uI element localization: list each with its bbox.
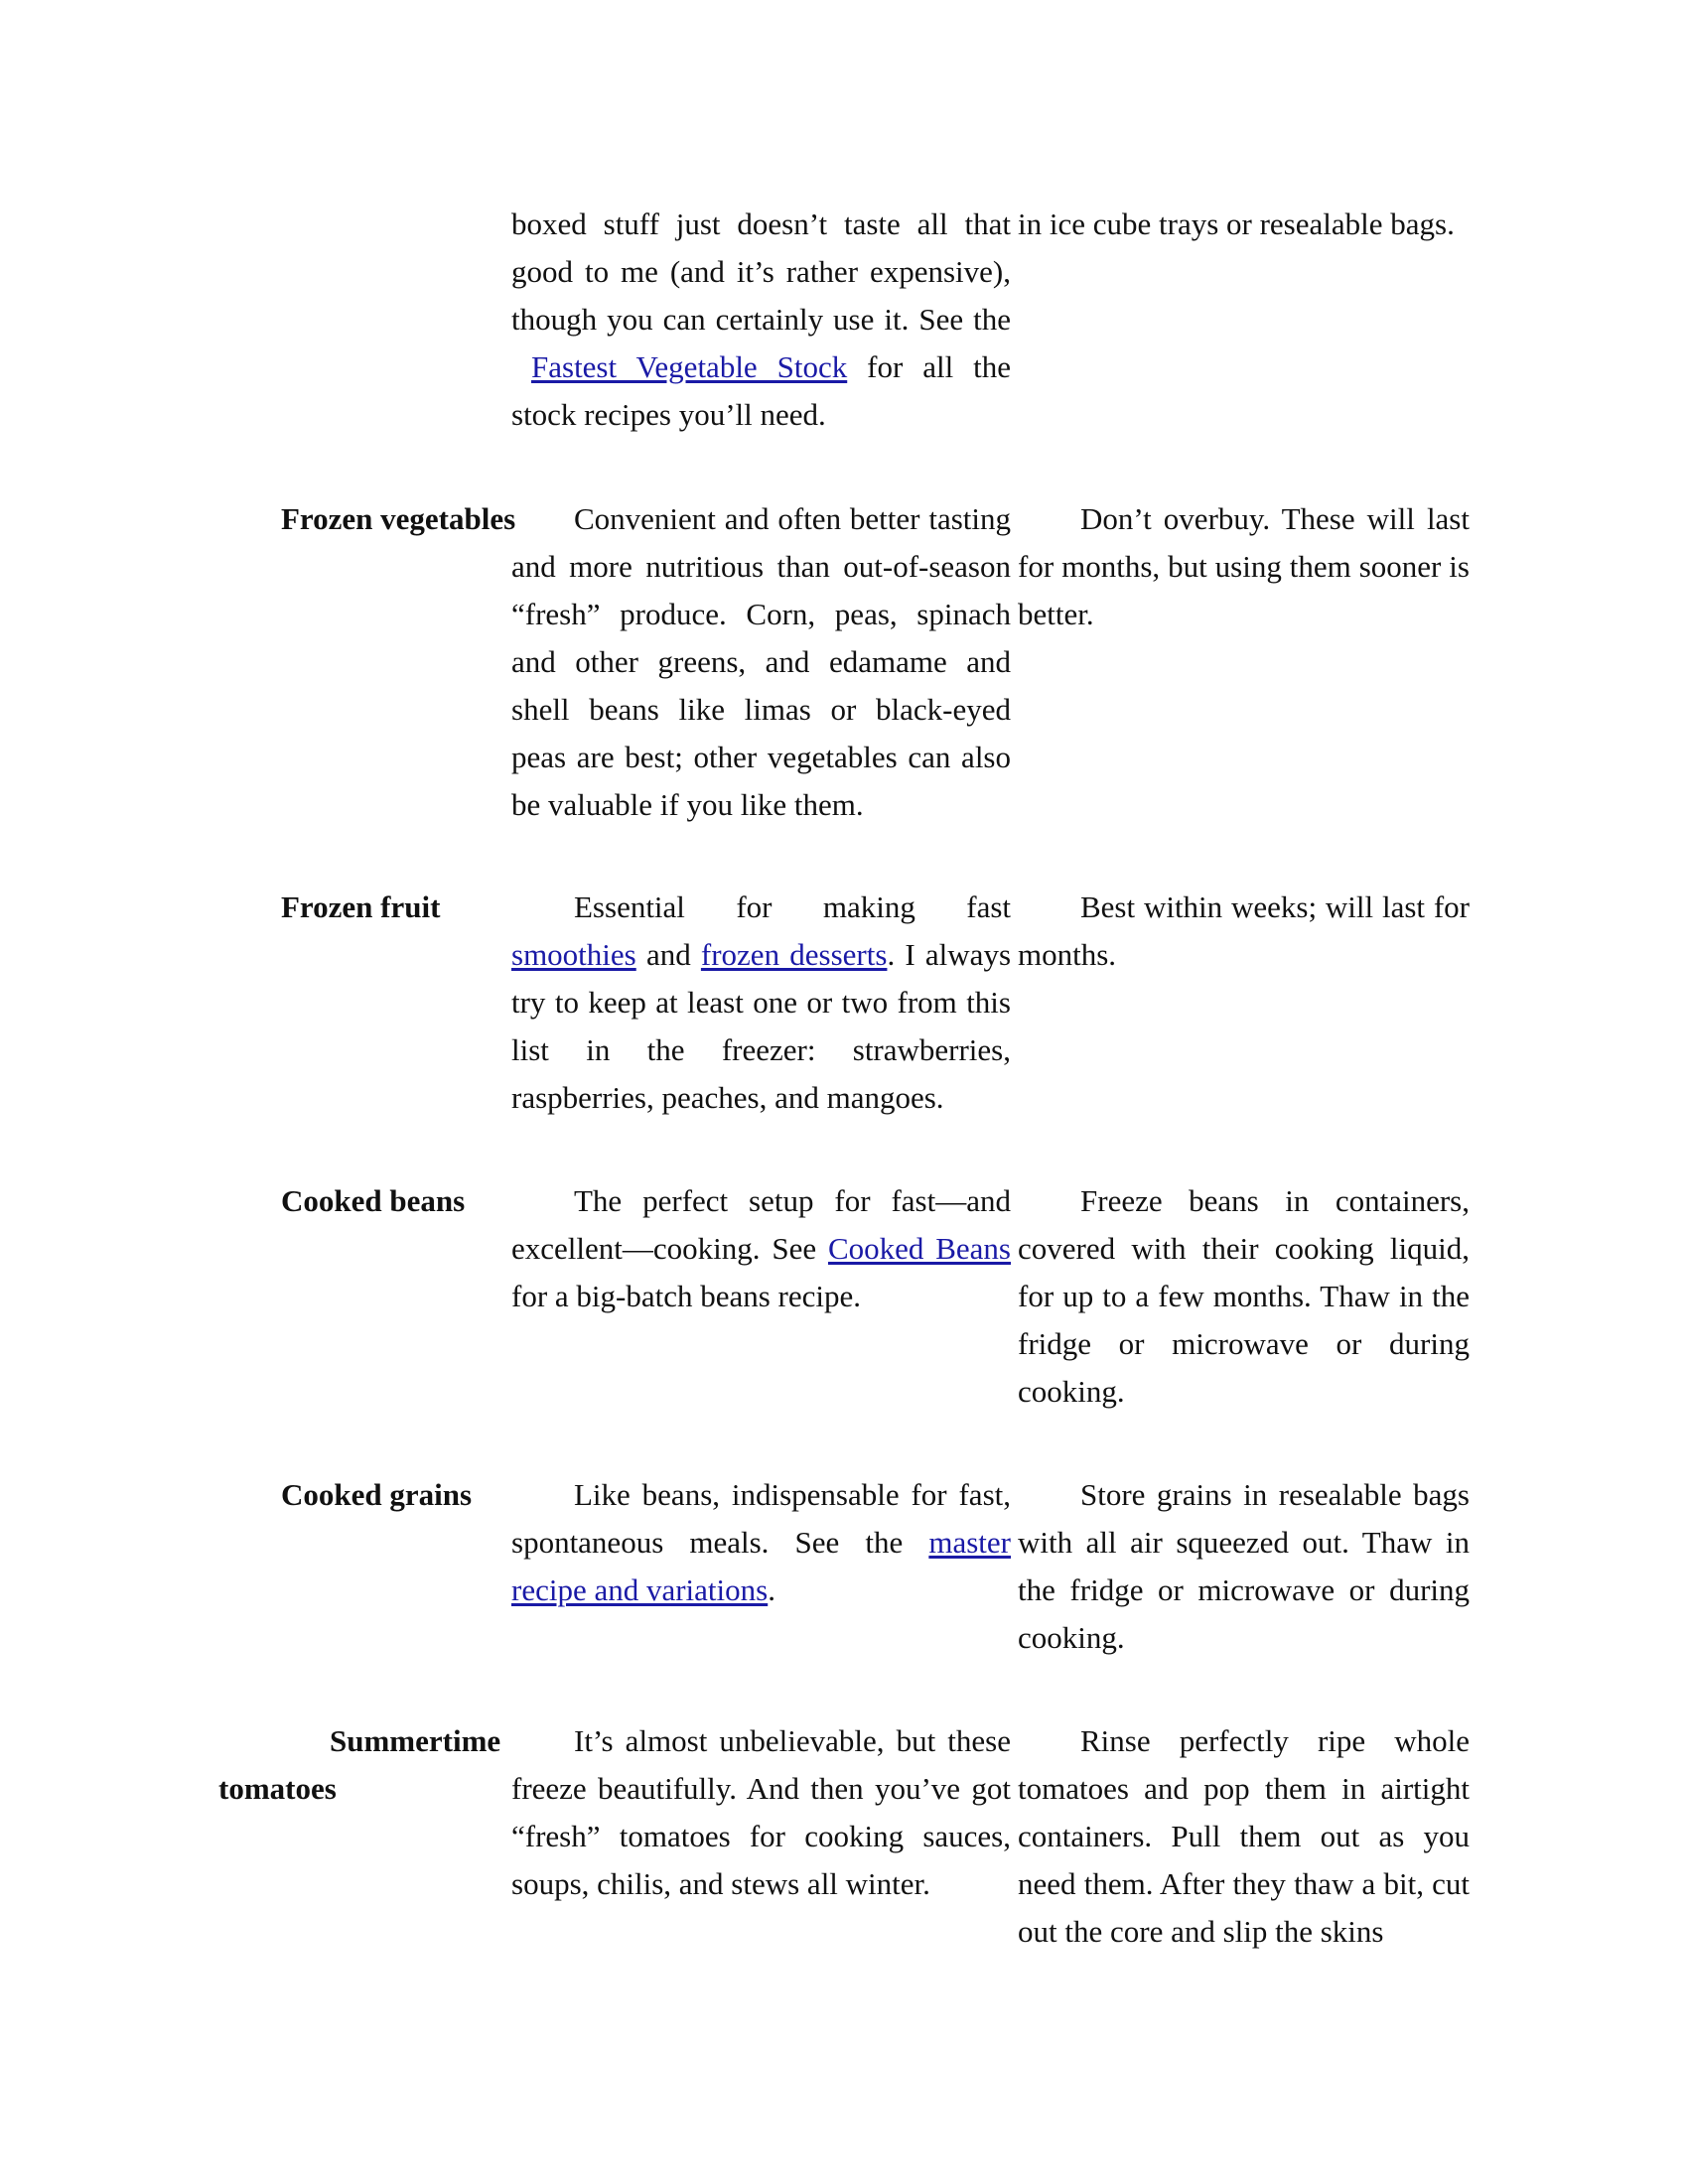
description-text: and [635,937,701,972]
description-text: . I always try to keep at least one or two from this list in the freezer: strawberries, raspberries, peaches, and mangoes. [511,937,1012,1115]
storage-frozen-fruit: Best within weeks; will last for months. [1018,889,1470,972]
description-text: . [768,1572,775,1607]
link-fastest-vegetable-stock[interactable]: Fastest Vegetable Stock [531,349,848,384]
link-master-recipe-and-variations[interactable]: master recipe and variations [511,1525,1011,1607]
description-frozen-fruit [511,884,1011,1122]
row-label-frozen-vegetables: Frozen vegetables [281,501,516,536]
description-text: boxed stuff just doesn’t taste all that good to me (and it’s rather expensive), though you can certainly use it. See the [511,206,1011,337]
description-text: The perfect setup for fast—and excellent—cooking. See [511,1183,1011,1266]
storage-summertime-tomatoes: Rinse perfectly ripe whole tomatoes and pop them in airtight containers. Pull them out as you need them. After they thaw a bit, cut out the core and slip the skins [1018,1723,1470,1949]
row-label-summertime-tomatoes: Summertime tomatoes [218,1723,501,1806]
description-cooked-beans [511,1177,1011,1320]
row-label-frozen-fruit: Frozen fruit [281,889,441,924]
description-text: for a big-batch beans recipe. [511,1279,862,1313]
description-summertime-tomatoes: It’s almost unbelievable, but these freeze beautifully. And then you’ve got “fresh” tomatoes for cooking sauces, soups, chilis, and stews all winter. [511,1723,1011,1901]
link-cooked-beans[interactable]: Cooked Beans [827,1231,1011,1266]
storage-cooked-grains: Store grains in resealable bags with all air squeezed out. Thaw in the fridge or microwave or during cooking. [1018,1477,1470,1655]
link-frozen-desserts[interactable]: frozen desserts [700,937,888,972]
storage-frozen-vegetables: Don’t overbuy. These will last for months, but using them sooner is better. [1018,501,1470,631]
description-frozen-vegetables: Convenient and often better tasting and more nutritious than out-of-season “fresh” produce. Corn, peas, spinach and other greens, and edamame and shell beans like limas or black-eyed peas are best; other vegetables can also be valuable if you like them. [511,501,1011,822]
description-text: for all the stock recipes you’ll need. [511,349,1011,432]
description-text: Like beans, indispensable for fast, spontaneous meals. See the [511,1477,1011,1560]
link-smoothies[interactable]: smoothies [511,937,636,972]
row-label-cooked-beans: Cooked beans [281,1183,466,1218]
description-text: Essential for making fast [574,889,1011,924]
row-label-cooked-grains: Cooked grains [281,1477,473,1512]
description-stock [511,201,1011,439]
description-cooked-grains [511,1471,1011,1614]
storage-stock: in ice cube trays or resealable bags. [1018,206,1455,241]
storage-cooked-beans: Freeze beans in containers, covered with their cooking liquid, for up to a few months. Thaw in the fridge or microwave or during cooking. [1018,1183,1470,1409]
